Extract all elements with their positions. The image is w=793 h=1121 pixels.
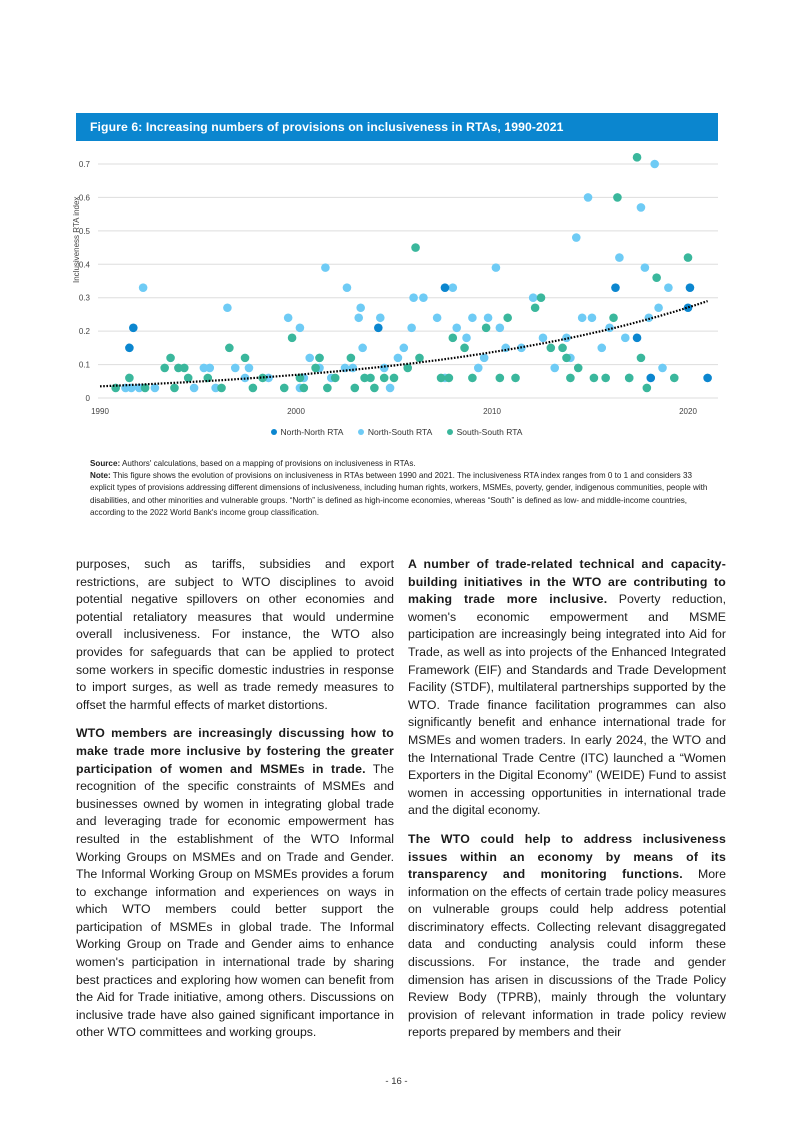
data-point: [358, 344, 367, 353]
data-point: [394, 354, 403, 363]
svg-text:0.7: 0.7: [78, 160, 90, 169]
data-point: [613, 193, 622, 202]
data-point: [241, 354, 250, 363]
legend-label: South-South RTA: [456, 427, 523, 437]
data-point: [366, 374, 375, 383]
data-point: [321, 263, 330, 272]
data-point: [511, 374, 520, 383]
figure-title: Figure 6: Increasing numbers of provisions on inclusiveness in RTAs, 1990-2021: [76, 113, 718, 141]
data-point: [574, 364, 583, 373]
legend-item-north-north: [271, 427, 344, 437]
data-point: [503, 313, 512, 322]
data-point: [170, 384, 179, 393]
paragraph-text: Poverty reduction, women's economic empowerment and MSME participation are increasingly being integrated into Aid for Trade, as well as into projects of the Enhanced Integrated Framework (EIF) and Standards and Trade Development Facility (STDF), multilateral partnerships supported by the WTO. Trade finance facilitation programmes can also significantly benefit and enhance international trade for MSMEs and women traders. In early 2024, the WTO and the International Trade Centre (ITC) launched a “Women Exporters in the Digital Economy” (WEIDE) Fund to assist women in accessing opportunities in international trade and the digital economy.: [408, 592, 726, 818]
data-point: [354, 313, 363, 322]
data-point: [609, 313, 618, 322]
data-point: [407, 324, 416, 333]
data-point: [315, 354, 324, 363]
data-point: [296, 324, 305, 333]
paragraph-text: More information on the effects of certain trade policy measures on vulnerable groups could help address potential discriminatory effects. Collecting relevant disaggregated data and conducting analysis could inform these discussions. For instance, the trade and gender dimension has arisen in discussions of the Trade Policy Review Body (TPRB), mainly through the voluntary provision of relevant information in trade policy review reports prepared by members and their: [408, 867, 726, 1040]
note-text: This figure shows the evolution of provisions on inclusiveness in RTAs between 1990 and 2021. The inclusiveness RTA index ranges from 0 to 1 and considers 33 explicit types of provisions addressing different dimensions of inclusiveness, including human rights, workers, MSMEs, poverty, gender, indigenous communities, people with disabilities, and other minorities and vulnerable groups. “North” is defined as high-income economies, whereas “South” is defined as low- and middle-income countries, according to the 2022 World Bank's income group classification.: [90, 471, 708, 517]
svg-text:0.6: 0.6: [78, 193, 90, 203]
data-point: [562, 354, 571, 363]
data-point: [300, 384, 309, 393]
legend-dot-icon: [358, 429, 364, 435]
data-point: [166, 354, 175, 363]
data-point: [111, 384, 120, 393]
data-point: [445, 374, 454, 383]
chart-legend: [0, 427, 793, 437]
data-point: [347, 354, 356, 363]
data-point: [562, 334, 571, 343]
data-point: [204, 374, 213, 383]
y-axis-title: Inclusiveness RTA index: [72, 196, 81, 283]
data-point: [217, 384, 226, 393]
scatter-chart: [0, 141, 793, 446]
note-label: Note:: [90, 471, 111, 481]
data-point: [305, 354, 314, 363]
data-point: [409, 293, 418, 302]
data-point: [184, 374, 193, 383]
paragraph-lead: The WTO could help to address inclusiveness issues within an economy by means of its transparency and monitoring functions.: [408, 831, 726, 882]
svg-text:0.5: 0.5: [78, 226, 90, 236]
data-point: [492, 263, 501, 272]
svg-text:0.4: 0.4: [78, 260, 90, 270]
figure-notes: [90, 458, 715, 519]
source-note: [90, 458, 715, 470]
data-point: [331, 374, 340, 383]
legend-label: North-North RTA: [280, 427, 344, 437]
paragraph-lead: WTO members are increasingly discussing how to make trade more inclusive by fostering the greater participation of women and MSMEs in trade.: [76, 726, 394, 776]
data-point: [419, 293, 428, 302]
data-point: [225, 344, 234, 353]
data-point: [654, 303, 663, 312]
paragraph-lead: A number of trade-related technical and capacity-building initiatives in the WTO are contributing to making trade more inclusive.: [408, 557, 726, 607]
data-point: [356, 303, 365, 312]
legend-dot-icon: [447, 429, 453, 435]
data-point: [550, 364, 559, 373]
data-point: [323, 384, 332, 393]
data-point: [288, 334, 297, 343]
data-point: [452, 324, 461, 333]
data-point: [390, 374, 399, 383]
data-point: [351, 384, 360, 393]
legend-item-south-south: [447, 427, 523, 437]
data-point: [139, 283, 148, 292]
data-point: [127, 384, 136, 393]
data-point: [646, 374, 655, 383]
data-point: [180, 364, 189, 373]
data-point: [572, 233, 581, 242]
data-point: [633, 334, 642, 343]
data-point: [125, 344, 134, 353]
data-point: [588, 313, 597, 322]
data-point: [449, 283, 458, 292]
data-point: [590, 374, 599, 383]
data-point: [625, 374, 634, 383]
legend-item-north-south: [358, 427, 432, 437]
data-point: [258, 374, 267, 383]
data-point: [670, 374, 679, 383]
svg-text:0: 0: [85, 394, 90, 403]
data-point: [650, 160, 659, 169]
data-point: [386, 384, 395, 393]
data-point: [496, 374, 505, 383]
data-point: [341, 364, 350, 373]
data-point: [484, 313, 493, 322]
data-point: [566, 374, 575, 383]
data-point: [415, 354, 424, 363]
data-point: [376, 313, 385, 322]
data-point: [441, 283, 450, 292]
data-point: [205, 364, 214, 373]
data-point: [343, 283, 352, 292]
data-point: [601, 374, 610, 383]
svg-text:2020: 2020: [679, 407, 697, 416]
data-point: [621, 334, 630, 343]
data-point: [684, 253, 693, 262]
source-text: Authors' calculations, based on a mapping of provisions on inclusiveness in RTAs.: [120, 459, 416, 468]
data-point: [160, 364, 169, 373]
data-point: [462, 334, 471, 343]
data-point: [597, 344, 606, 353]
data-point: [433, 313, 442, 322]
data-point: [578, 313, 587, 322]
svg-text:2010: 2010: [483, 407, 501, 416]
paragraph-text: purposes, such as tariffs, subsidies and export restrictions, are subject to WTO disciplines to avoid potential negative spillovers on other economies and potential retaliatory measures that would undermine overall inclusiveness. For instance, the WTO also provides for safeguards that can be applied to protect some workers in specific domestic industries in response to import surges, as well as trade remedy measures to offset the harmful effects of market distortions.: [76, 557, 394, 712]
paragraph: [408, 556, 726, 820]
figure-note: [90, 470, 715, 519]
data-point: [547, 344, 556, 353]
legend-dot-icon: [271, 429, 277, 435]
svg-text:0.1: 0.1: [78, 360, 90, 370]
svg-text:0.3: 0.3: [78, 293, 90, 303]
paragraph: [76, 725, 394, 1042]
data-point: [249, 384, 258, 393]
svg-text:2000: 2000: [287, 407, 305, 416]
data-point: [280, 384, 289, 393]
data-point: [129, 324, 138, 333]
data-point: [449, 334, 458, 343]
data-point: [245, 364, 254, 373]
data-point: [460, 344, 469, 353]
data-point: [615, 253, 624, 262]
data-point: [658, 364, 667, 373]
body-column-right: [408, 556, 726, 1053]
page-number: - 16 -: [385, 1076, 408, 1087]
data-point: [611, 283, 620, 292]
data-point: [652, 273, 661, 282]
data-point: [637, 203, 646, 212]
data-point: [411, 243, 420, 252]
chart-plot-area: [0, 141, 793, 431]
data-point: [296, 374, 305, 383]
data-point: [380, 374, 389, 383]
data-point: [637, 354, 646, 363]
data-point: [482, 324, 491, 333]
data-point: [190, 384, 199, 393]
data-point: [374, 324, 383, 333]
data-point: [531, 303, 540, 312]
data-point: [664, 283, 673, 292]
data-point: [400, 344, 409, 353]
source-label: Source:: [90, 459, 121, 468]
body-column-left: [76, 556, 394, 1053]
svg-text:0.2: 0.2: [78, 327, 90, 337]
data-point: [468, 374, 477, 383]
data-point: [684, 303, 693, 312]
data-point: [539, 334, 548, 343]
data-point: [370, 384, 379, 393]
data-point: [558, 344, 567, 353]
data-point: [641, 263, 650, 272]
data-point: [125, 374, 134, 383]
data-point: [474, 364, 483, 373]
paragraph: [408, 831, 726, 1042]
paragraph: [76, 556, 394, 714]
data-point: [480, 354, 489, 363]
data-point: [529, 293, 538, 302]
data-point: [223, 303, 232, 312]
data-point: [537, 293, 546, 302]
data-point: [437, 374, 446, 383]
data-point: [703, 374, 712, 383]
data-point: [584, 193, 593, 202]
legend-label: North-South RTA: [367, 427, 433, 437]
data-point: [311, 364, 320, 373]
paragraph-text: The recognition of the specific constraints of MSMEs and businesses owned by women in integrating global trade and leveraging trade for economic empowerment has resulted in the establishment of the WTO Informal Working Groups on MSMEs and on Trade and Gender. The Informal Working Group on MSMEs provides a forum to exchange information and experiences on ways in which WTO members could better support the participation of MSMEs in global trade. The Informal Working Group on Trade and Gender aims to enhance women's participation in international trade by sharing best practices and exploring how women can benefit from the Aid for Trade initiative, among others. Discussions on inclusive trade have also gained significant importance in other WTO committees and working groups.: [76, 761, 394, 1040]
data-point: [468, 313, 477, 322]
data-point: [686, 283, 695, 292]
svg-text:1990: 1990: [91, 407, 109, 416]
data-point: [496, 324, 505, 333]
data-point: [643, 384, 652, 393]
data-point: [633, 153, 642, 162]
data-point: [284, 313, 293, 322]
data-point: [231, 364, 240, 373]
